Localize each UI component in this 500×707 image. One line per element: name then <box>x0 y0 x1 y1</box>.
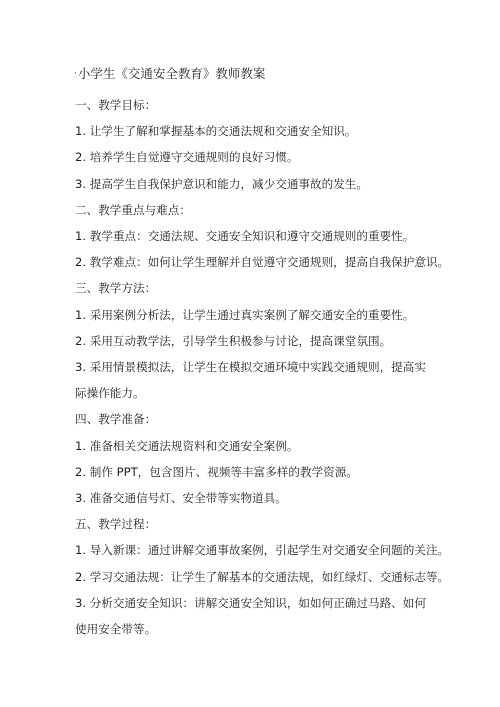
list-item: 3. 提高学生自我保护意识和能力，减少交通事故的发生。 <box>75 176 368 191</box>
list-item: 2. 采用互动教学法，引导学生积极参与讨论，提高课堂氛围。 <box>75 333 392 348</box>
list-item: 1. 让学生了解和掌握基本的交通法规和交通安全知识。 <box>75 124 357 139</box>
list-item: 1. 采用案例分析法，让学生通过真实案例了解交通安全的重要性。 <box>75 307 415 322</box>
list-item: 1. 教学重点：交通法规、交通安全知识和遵守交通规则的重要性。 <box>75 229 415 244</box>
list-item: 2. 培养学生自觉遵守交通规则的良好习惯。 <box>75 150 299 165</box>
document-body <box>75 92 450 642</box>
list-item: 1. 导入新课：通过讲解交通事故案例，引起学生对交通安全问题的关注。 <box>75 543 450 558</box>
title-text: 小学生《交通安全教育》教师教案 <box>77 66 266 81</box>
section-heading: 四、教学准备： <box>75 412 157 427</box>
title-mark: · <box>74 69 77 79</box>
list-item: 2. 制作 PPT，包含图片、视频等丰富多样的教学资源。 <box>75 464 358 479</box>
document-title <box>74 64 265 84</box>
section-heading: 五、教学过程： <box>75 517 157 532</box>
list-item: 3. 准备交通信号灯、安全带等实物道具。 <box>75 491 287 506</box>
list-item: 2. 学习交通法规：让学生了解基本的交通法规，如红绿灯、交通标志等。 <box>75 569 450 584</box>
list-item: 2. 教学难点：如何让学生理解并自觉遵守交通规则，提高自我保护意识。 <box>75 255 450 270</box>
list-item: 3. 分析交通安全知识：讲解交通安全知识，如如何正确过马路、如何使用安全带等。 <box>75 595 426 637</box>
list-item: 1. 准备相关交通法规资料和交通安全案例。 <box>75 438 299 453</box>
list-item: 3. 采用情景模拟法，让学生在模拟交通环境中实践交通规则，提高实际操作能力。 <box>75 360 426 401</box>
section-heading: 三、教学方法： <box>75 281 157 296</box>
section-heading: 二、教学重点与难点： <box>75 202 191 217</box>
section-heading: 一、教学目标： <box>75 98 157 112</box>
